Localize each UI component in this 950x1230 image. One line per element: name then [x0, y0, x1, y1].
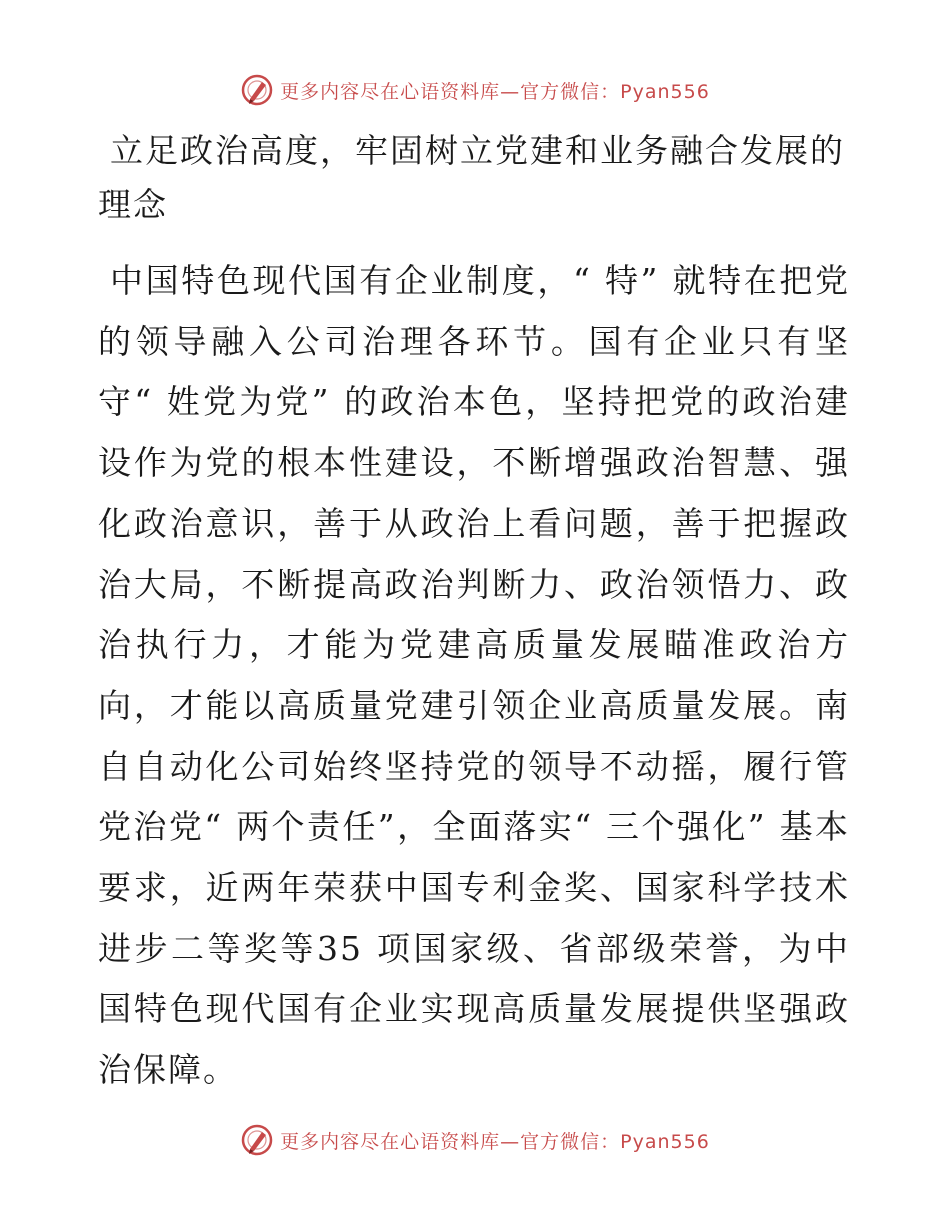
pen-logo-icon: [240, 73, 274, 107]
document-paragraph: 中国特色现代国有企业制度，“ 特” 就特在把党的领导融入公司治理各环节。国有企业只有坚守“ 姓党为党” 的政治本色，坚持把党的政治建设作为党的根本性建设，不断增强政治智慧、强化政治意识，善于从政治上看问题，善于把握政治大局，不断提高政治判断力、政治领悟力、政治执行力，才能为党建高质量发展瞄准政治方向，才能以高质量党建引领企业高质量发展。南自自动化公司始终坚持党的领导不动摇，履行管党治党“ 两个责任”，全面落实“ 三个强化” 基本要求，近两年荣获中国专利金奖、国家科学技术进步二等奖等35 项国家级、省部级荣誉，为中国特色现代国有企业实现高质量发展提供坚强政治保障。: [98, 261, 850, 1090]
footer-watermark-banner: [0, 1120, 950, 1160]
pen-logo-icon: [240, 1123, 274, 1157]
document-heading: 立足政治高度，牢固树立党建和业务融合发展的理念: [98, 131, 845, 224]
header-watermark-banner: [0, 70, 950, 110]
header-watermark-text: 更多内容尽在心语资料库—官方微信：Pyan556: [280, 80, 710, 103]
footer-watermark-text: 更多内容尽在心语资料库—官方微信：Pyan556: [280, 1130, 710, 1153]
